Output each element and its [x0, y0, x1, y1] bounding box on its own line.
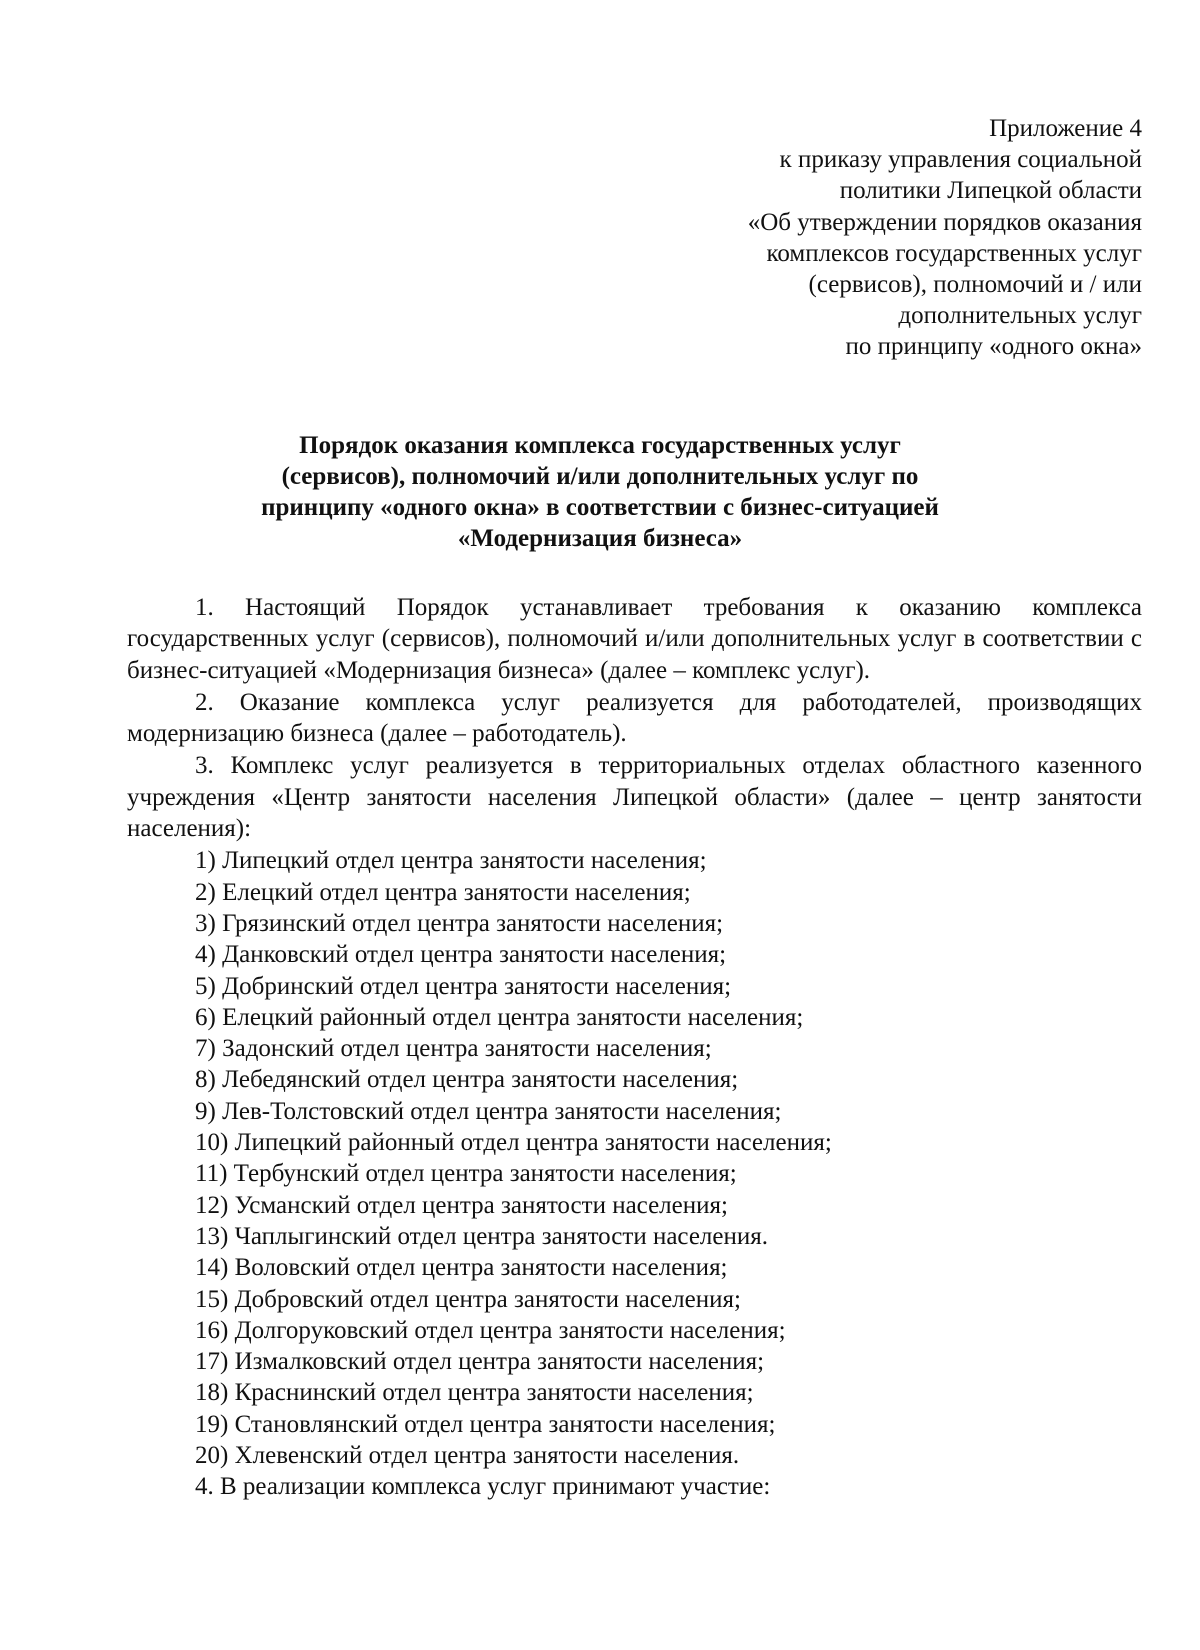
appendix-line: «Об утверждении порядков оказания	[747, 208, 1142, 236]
list-item: 11) Тербунский отдел центра занятости населения;	[195, 1160, 737, 1188]
list-item: 14) Воловский отдел центра занятости населения;	[195, 1254, 728, 1282]
appendix-line: по принципу «одного окна»	[845, 333, 1142, 361]
document-title	[150, 430, 1050, 554]
list-item: 20) Хлевенский отдел центра занятости населения.	[195, 1442, 740, 1470]
list-item: 1) Липецкий отдел центра занятости населения;	[195, 847, 707, 875]
list-item: 3) Грязинский отдел центра занятости населения;	[195, 909, 724, 937]
appendix-line: дополнительных услуг	[898, 302, 1142, 330]
list-item: 13) Чаплыгинский отдел центра занятости населения.	[195, 1222, 769, 1250]
list-item: 5) Добринский отдел центра занятости населения;	[195, 972, 732, 1000]
list-item: 7) Задонский отдел центра занятости населения;	[195, 1035, 712, 1063]
list-item: 10) Липецкий районный отдел центра занятости населения;	[195, 1129, 832, 1157]
list-item: 18) Краснинский отдел центра занятости населения;	[195, 1379, 754, 1407]
appendix-line: Приложение 4	[989, 115, 1142, 142]
list-item: 15) Добровский отдел центра занятости населения;	[195, 1285, 741, 1313]
paragraph-2: 2. Оказание комплекса услуг реализуется для работодателей, производящих модернизацию бизнеса (далее – работодатель).	[127, 688, 1142, 748]
appendix-line: к приказу управления социальной	[779, 146, 1142, 174]
appendix-line: политики Липецкой области	[839, 177, 1142, 205]
list-item: 6) Елецкий районный отдел центра занятости населения;	[195, 1003, 804, 1031]
title-line: Порядок оказания комплекса государственных услуг	[299, 432, 901, 459]
list-item: 2) Елецкий отдел центра занятости населения;	[195, 878, 691, 906]
title-line: «Модернизация бизнеса»	[457, 525, 743, 552]
list-item: 19) Становлянский отдел центра занятости населения;	[195, 1410, 776, 1438]
list-item: 4) Данковский отдел центра занятости населения;	[195, 941, 727, 969]
appendix-line: комплексов государственных услуг	[766, 239, 1142, 267]
list-item: 17) Измалковский отдел центра занятости населения;	[195, 1348, 765, 1376]
appendix-line: (сервисов), полномочий и / или	[808, 271, 1142, 299]
paragraph-4: 4. В реализации комплекса услуг принимают участие:	[195, 1473, 771, 1501]
paragraph-1: 1. Настоящий Порядок устанавливает требования к оказанию комплекса государственных услуг (сервисов), полномочий и/или дополнительных услуг в соответствии с бизнес-ситуацией «Модернизация бизнеса» (далее – комплекс услуг).	[127, 594, 1142, 684]
document-body	[127, 592, 1142, 1503]
departments-list	[127, 845, 1142, 1471]
list-item: 8) Лебедянский отдел центра занятости населения;	[195, 1066, 739, 1094]
paragraph-3: 3. Комплекс услуг реализуется в территориальных отделах областного казенного учреждения «Центр занятости населения Липецкой области» (далее – центр занятости населения):	[127, 752, 1142, 843]
list-item: 12) Усманский отдел центра занятости населения;	[195, 1191, 728, 1219]
list-item: 9) Лев-Толстовский отдел центра занятости населения;	[195, 1097, 782, 1125]
title-line: (сервисов), полномочий и/или дополнительных услуг по	[281, 463, 919, 490]
appendix-header	[502, 113, 1142, 363]
title-line: принципу «одного окна» в соответствии с бизнес-ситуацией	[261, 494, 939, 521]
list-item: 16) Долгоруковский отдел центра занятости населения;	[195, 1316, 786, 1344]
